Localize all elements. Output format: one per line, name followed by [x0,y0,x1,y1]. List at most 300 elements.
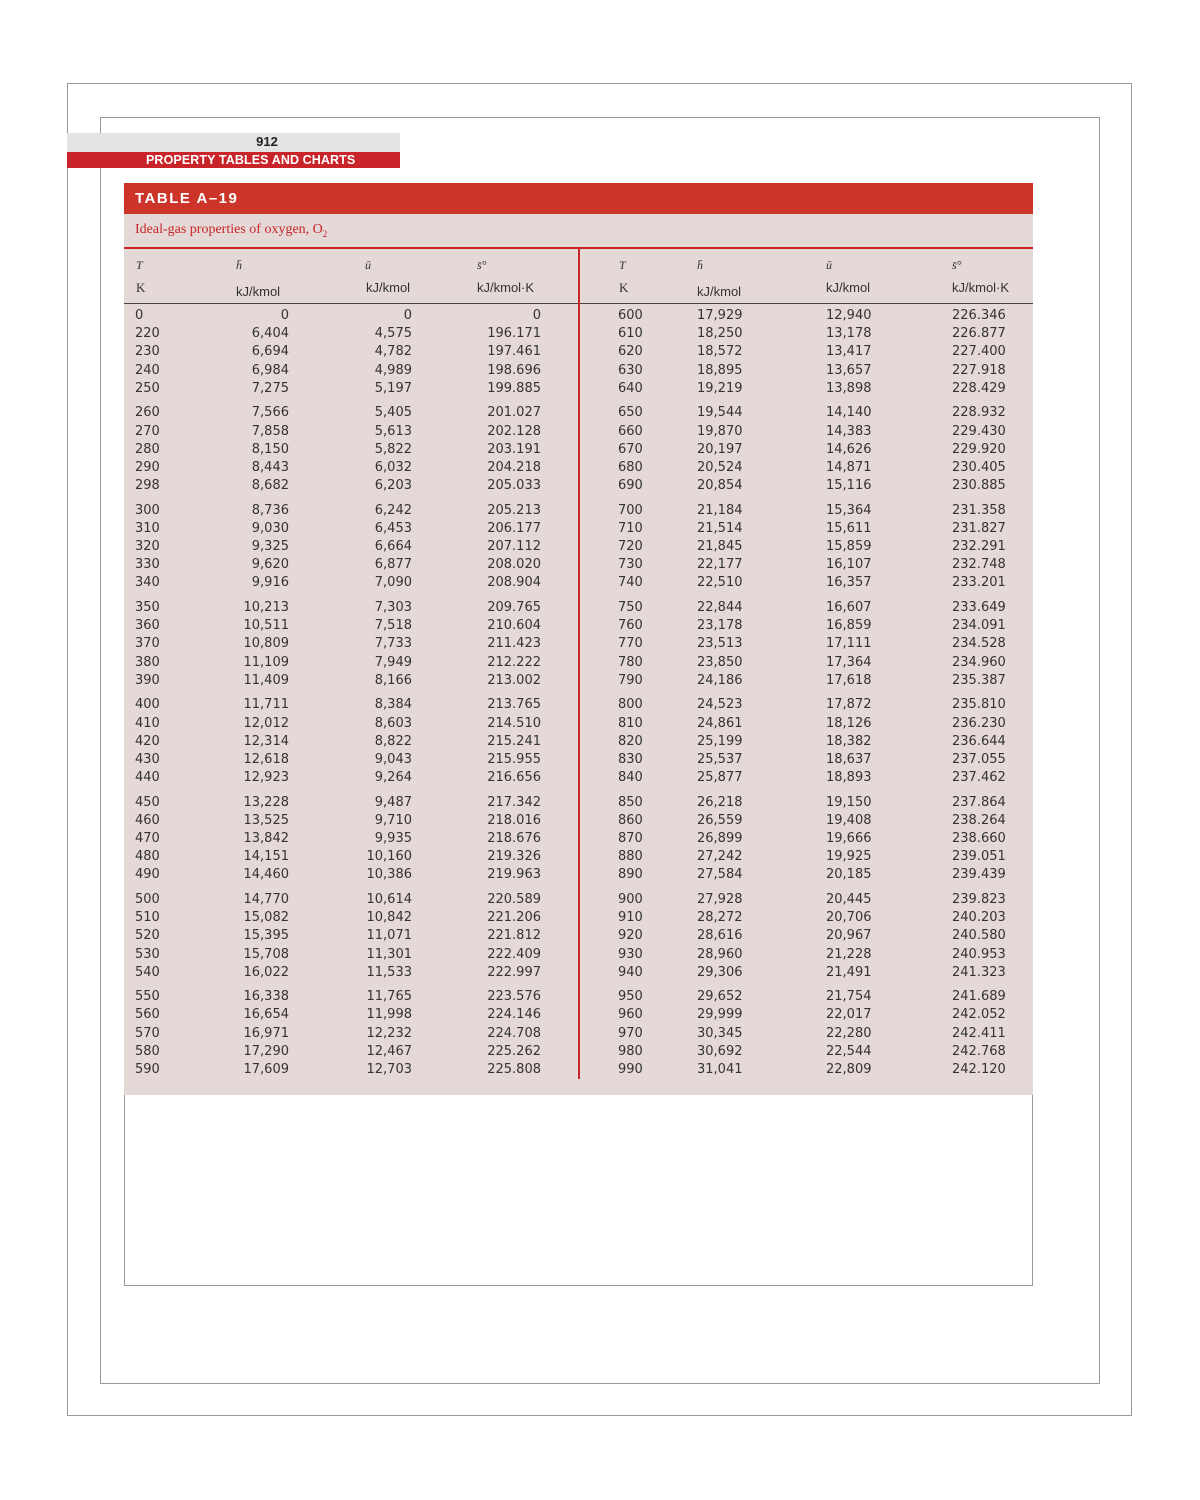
table-cell: 930 [618,946,643,962]
table-cell: 228.429 [952,380,1006,396]
table-cell: 6,453 [374,520,412,536]
table-cell: 580 [135,1043,160,1059]
table-cell: 450 [135,794,160,810]
table-cell: 970 [618,1025,643,1041]
table-cell: 950 [618,989,643,1005]
column-right-h [697,307,777,1079]
table-cell: 9,487 [374,794,412,810]
table-cell: 11,711 [243,697,289,713]
table-cell: 10,809 [243,636,289,652]
column-right-s [952,307,1032,1079]
table-cell: 17,111 [826,636,872,652]
table-cell: 10,386 [366,867,412,883]
table-cell: 229.430 [952,423,1006,439]
table-cell: 9,325 [251,539,289,555]
table-cell: 14,460 [243,867,289,883]
table-cell: 17,290 [243,1043,289,1059]
table-cell: 23,850 [697,654,743,670]
table-cell: 9,264 [374,770,412,786]
table-cell: 940 [618,964,643,980]
table-cell: 5,197 [374,380,412,396]
table-cell: 550 [135,989,160,1005]
table-cell: 26,899 [697,831,743,847]
table-cell: 238.264 [952,812,1006,828]
table-cell: 490 [135,867,160,883]
table-cell: 9,710 [374,812,412,828]
table-cell: 18,126 [826,715,872,731]
table-cell: 16,859 [826,618,872,634]
table-cell: 298 [135,478,160,494]
table-cell: 22,177 [697,557,743,573]
table-cell: 21,845 [697,539,743,555]
table-cell: 370 [135,636,160,652]
table-cell: 241.689 [952,989,1006,1005]
table-cell: 10,842 [366,910,412,926]
table-cell: 330 [135,557,160,573]
table-cell: 690 [618,478,643,494]
header-u-unit: kJ/kmol [366,280,411,295]
table-cell: 219.326 [487,849,541,865]
table-cell: 30,345 [697,1025,743,1041]
table-cell: 16,107 [826,557,872,573]
table-cell: 16,022 [243,964,289,980]
table-cell: 15,082 [243,910,289,926]
table-cell: 208.904 [487,575,541,591]
table-cell: 215.955 [487,751,541,767]
table-cell: 9,030 [251,520,289,536]
table-cell: 242.052 [952,1007,1006,1023]
header-h-symbol-right: h̄ [697,258,703,272]
table-cell: 570 [135,1025,160,1041]
table-cell: 7,518 [374,618,412,634]
section-title: PROPERTY TABLES AND CHARTS [146,153,356,167]
table-cell: 15,708 [243,946,289,962]
table-cell: 21,514 [697,520,743,536]
table-cell: 201.027 [487,405,541,421]
table-cell: 7,090 [374,575,412,591]
table-cell: 13,898 [826,380,872,396]
table-cell: 240.203 [952,910,1006,926]
table-cell: 560 [135,1007,160,1023]
table-cell: 27,928 [697,891,743,907]
table-cell: 700 [618,502,643,518]
table-cell: 14,383 [826,423,872,439]
table-cell: 15,611 [826,520,872,536]
table-cell: 830 [618,751,643,767]
table-cell: 204.218 [487,459,541,475]
table-cell: 14,871 [826,459,872,475]
table-cell: 218.676 [487,831,541,847]
table-cell: 236.644 [952,733,1006,749]
table-cell: 15,859 [826,539,872,555]
table-cell: 14,140 [826,405,872,421]
table-cell: 600 [618,308,643,323]
table-cell: 219.963 [487,867,541,883]
table-cell: 430 [135,751,160,767]
table-cell: 203.191 [487,441,541,457]
table-cell: 234.960 [952,654,1006,670]
table-title: TABLE A–19 [135,190,239,207]
header-h-symbol: h̄ [236,258,242,272]
table-cell: 5,405 [374,405,412,421]
table-cell: 6,242 [374,502,412,518]
table-cell: 229.920 [952,441,1006,457]
table-cell: 880 [618,849,643,865]
table-cell: 800 [618,697,643,713]
table-cell: 12,618 [243,751,289,767]
table-cell: 670 [618,441,643,457]
table-cell: 17,609 [243,1062,289,1078]
table-cell: 226.346 [952,308,1006,323]
table-cell: 238.660 [952,831,1006,847]
table-cell: 9,620 [251,557,289,573]
table-cell: 22,544 [826,1043,872,1059]
table-cell: 230.885 [952,478,1006,494]
table-cell: 520 [135,928,160,944]
header-h-unit: kJ/kmol [236,284,281,299]
table-cell: 510 [135,910,160,926]
table-cell: 12,012 [243,715,289,731]
table-cell: 8,736 [251,502,289,518]
table-cell: 6,694 [251,344,289,360]
table-cell: 22,844 [697,599,743,615]
table-cell: 18,250 [697,326,743,342]
table-caption [135,222,327,239]
table-cell: 4,575 [374,326,412,342]
table-cell: 205.213 [487,502,541,518]
table-cell: 30,692 [697,1043,743,1059]
table-cell: 610 [618,326,643,342]
table-cell: 760 [618,618,643,634]
table-cell: 227.400 [952,344,1006,360]
table-cell: 980 [618,1043,643,1059]
table-caption-subscript: 2 [322,228,328,239]
column-left-t [135,307,185,1079]
table-cell: 16,607 [826,599,872,615]
table-cell: 9,916 [251,575,289,591]
table-cell: 234.091 [952,618,1006,634]
table-cell: 20,706 [826,910,872,926]
table-cell: 12,703 [366,1062,412,1078]
table-cell: 29,999 [697,1007,743,1023]
table-cell: 620 [618,344,643,360]
table-cell: 750 [618,599,643,615]
table-cell: 223.576 [487,989,541,1005]
table-cell: 209.765 [487,599,541,615]
table-cell: 480 [135,849,160,865]
table-cell: 22,510 [697,575,743,591]
table-cell: 420 [135,733,160,749]
table-cell: 470 [135,831,160,847]
table-cell: 26,218 [697,794,743,810]
table-cell: 7,566 [251,405,289,421]
table-cell: 17,618 [826,672,872,688]
table-title-bar [124,183,1033,214]
table-cell: 7,275 [251,380,289,396]
table-cell: 310 [135,520,160,536]
table-cell: 770 [618,636,643,652]
table-cell: 11,409 [243,672,289,688]
table-cell: 240 [135,362,160,378]
table-cell: 12,232 [366,1025,412,1041]
header-s-unit: kJ/kmol·K [477,280,535,295]
table-cell: 11,071 [366,928,412,944]
table-cell: 260 [135,405,160,421]
table-caption-text: Ideal-gas properties of oxygen, O [135,222,323,237]
table-cell: 29,652 [697,989,743,1005]
table-cell: 300 [135,502,160,518]
table-cell: 20,197 [697,441,743,457]
table-cell: 320 [135,539,160,555]
column-left-u [345,307,412,1079]
table-cell: 13,228 [243,794,289,810]
table-cell: 6,877 [374,557,412,573]
table-cell: 16,338 [243,989,289,1005]
table-cell: 10,511 [243,618,289,634]
header-u-symbol-right: ū [826,258,832,272]
table-cell: 27,584 [697,867,743,883]
table-cell: 198.696 [487,362,541,378]
table-cell: 24,186 [697,672,743,688]
table-cell: 239.051 [952,849,1006,865]
table-cell: 239.823 [952,891,1006,907]
table-cell: 19,150 [826,794,872,810]
table-cell: 23,513 [697,636,743,652]
table-cell: 231.827 [952,520,1006,536]
header-s-unit-right: kJ/kmol·K [952,280,1010,295]
table-cell: 5,822 [374,441,412,457]
table-cell: 17,364 [826,654,872,670]
table-cell: 960 [618,1007,643,1023]
table-cell: 870 [618,831,643,847]
table-cell: 270 [135,423,160,439]
table-cell: 218.016 [487,812,541,828]
table-cell: 13,525 [243,812,289,828]
table-cell: 460 [135,812,160,828]
table-cell: 17,872 [826,697,872,713]
table-cell: 17,929 [697,308,743,323]
table-cell: 360 [135,618,160,634]
table-cell: 0 [403,308,412,323]
table-cell: 14,626 [826,441,872,457]
table-cell: 10,160 [366,849,412,865]
table-cell: 910 [618,910,643,926]
table-cell: 8,384 [374,697,412,713]
table-cell: 440 [135,770,160,786]
column-right-u [826,307,906,1079]
table-cell: 810 [618,715,643,731]
table-cell: 13,417 [826,344,872,360]
table-cell: 20,185 [826,867,872,883]
table-cell: 214.510 [487,715,541,731]
table-cell: 680 [618,459,643,475]
table-cell: 222.997 [487,964,541,980]
table-cell: 9,043 [374,751,412,767]
table-cell: 27,242 [697,849,743,865]
table-cell: 410 [135,715,160,731]
table-cell: 12,940 [826,308,872,323]
table-cell: 21,228 [826,946,872,962]
table-cell: 0 [135,308,144,323]
table-cell: 213.765 [487,697,541,713]
table-cell: 390 [135,672,160,688]
table-cell: 212.222 [487,654,541,670]
table-cell: 20,445 [826,891,872,907]
table-cell: 8,682 [251,478,289,494]
table-cell: 900 [618,891,643,907]
table-cell: 196.171 [487,326,541,342]
table-cell: 202.128 [487,423,541,439]
table-cell: 860 [618,812,643,828]
table-cell: 21,184 [697,502,743,518]
table-cell: 6,404 [251,326,289,342]
table-cell: 226.877 [952,326,1006,342]
table-cell: 18,895 [697,362,743,378]
table-cell: 242.411 [952,1025,1006,1041]
table-cell: 205.033 [487,478,541,494]
table-cell: 235.810 [952,697,1006,713]
table-cell: 13,178 [826,326,872,342]
table-cell: 236.230 [952,715,1006,731]
table-cell: 12,314 [243,733,289,749]
table-cell: 18,893 [826,770,872,786]
table-cell: 0 [280,308,289,323]
table-cell: 22,809 [826,1062,872,1078]
table-cell: 21,754 [826,989,872,1005]
table-cell: 199.885 [487,380,541,396]
table-cell: 840 [618,770,643,786]
table-cell: 213.002 [487,672,541,688]
table-cell: 228.932 [952,405,1006,421]
table-cell: 4,782 [374,344,412,360]
header-t-unit-right: K [619,280,629,295]
page-number: 912 [256,134,278,149]
table-cell: 20,854 [697,478,743,494]
table-cell: 7,733 [374,636,412,652]
table-cell: 6,032 [374,459,412,475]
table-cell: 18,637 [826,751,872,767]
table-cell: 6,664 [374,539,412,555]
table-cell: 11,109 [243,654,289,670]
table-cell: 530 [135,946,160,962]
table-cell: 8,443 [251,459,289,475]
header-h-unit-right: kJ/kmol [697,284,742,299]
table-cell: 241.323 [952,964,1006,980]
table-cell: 19,544 [697,405,743,421]
table-cell: 650 [618,405,643,421]
column-divider [578,249,580,1079]
table-cell: 29,306 [697,964,743,980]
table-cell: 15,364 [826,502,872,518]
table-cell: 290 [135,459,160,475]
table-cell: 380 [135,654,160,670]
table-cell: 10,614 [366,891,412,907]
table-cell: 820 [618,733,643,749]
table-cell: 14,151 [243,849,289,865]
table-cell: 8,822 [374,733,412,749]
table-cell: 237.462 [952,770,1006,786]
table-cell: 5,613 [374,423,412,439]
table-cell: 990 [618,1062,643,1078]
table-cell: 211.423 [487,636,541,652]
table-cell: 230.405 [952,459,1006,475]
table-cell: 11,765 [366,989,412,1005]
table-cell: 19,219 [697,380,743,396]
table-cell: 15,116 [826,478,872,494]
table-cell: 11,301 [366,946,412,962]
table-cell: 26,559 [697,812,743,828]
table-cell: 28,616 [697,928,743,944]
table-cell: 208.020 [487,557,541,573]
table-cell: 730 [618,557,643,573]
table-cell: 8,166 [374,672,412,688]
table-cell: 217.342 [487,794,541,810]
table-cell: 350 [135,599,160,615]
table-cell: 237.864 [952,794,1006,810]
table-cell: 222.409 [487,946,541,962]
table-cell: 12,467 [366,1043,412,1059]
table-cell: 206.177 [487,520,541,536]
header-s-symbol-right: s̄° [952,258,962,272]
table-cell: 231.358 [952,502,1006,518]
table-cell: 9,935 [374,831,412,847]
header-s-symbol: s̄° [477,258,487,272]
column-right-t [618,307,668,1079]
table-cell: 233.649 [952,599,1006,615]
table-cell: 20,967 [826,928,872,944]
table-cell: 890 [618,867,643,883]
table-cell: 19,666 [826,831,872,847]
table-cell: 221.206 [487,910,541,926]
table-cell: 232.748 [952,557,1006,573]
table-cell: 920 [618,928,643,944]
table-cell: 500 [135,891,160,907]
table-cell: 23,178 [697,618,743,634]
table-cell: 22,017 [826,1007,872,1023]
table-cell: 0 [532,308,541,323]
table-cell: 250 [135,380,160,396]
table-cell: 233.201 [952,575,1006,591]
table-cell: 15,395 [243,928,289,944]
table-cell: 280 [135,441,160,457]
table-cell: 7,858 [251,423,289,439]
table-cell: 230 [135,344,160,360]
table-cell: 8,150 [251,441,289,457]
table-cell: 207.112 [487,539,541,555]
table-cell: 4,989 [374,362,412,378]
table-cell: 780 [618,654,643,670]
table-cell: 16,654 [243,1007,289,1023]
table-cell: 240.953 [952,946,1006,962]
table-cell: 21,491 [826,964,872,980]
table-cell: 400 [135,697,160,713]
table-cell: 242.120 [952,1062,1006,1078]
header-t-symbol: T [136,258,143,272]
column-left-h [220,307,289,1079]
header-t-unit: K [136,280,146,295]
table-cell: 20,524 [697,459,743,475]
table-cell: 237.055 [952,751,1006,767]
table-cell: 6,984 [251,362,289,378]
table-cell: 225.808 [487,1062,541,1078]
table-cell: 13,842 [243,831,289,847]
table-cell: 340 [135,575,160,591]
table-cell: 19,408 [826,812,872,828]
table-cell: 31,041 [697,1062,743,1078]
table-cell: 16,357 [826,575,872,591]
table-cell: 24,861 [697,715,743,731]
table-cell: 590 [135,1062,160,1078]
